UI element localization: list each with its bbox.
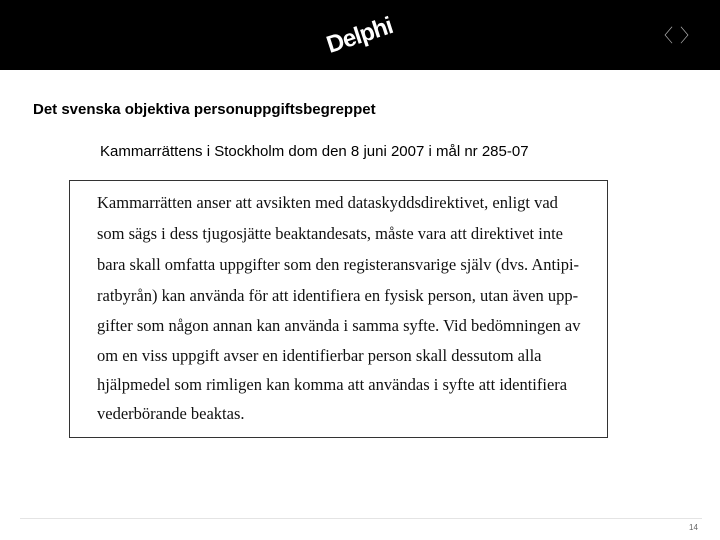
- quote-line: gifter som någon annan kan använda i samma syfte. Vid bedömningen av: [97, 316, 581, 335]
- quote-box: [69, 180, 608, 438]
- quote-line: ratbyrån) kan använda för att identifiera en fysisk person, utan även upp-: [97, 286, 579, 305]
- slide-subtitle: Kammarrättens i Stockholm dom den 8 juni 2007 i mål nr 285-07: [100, 143, 529, 160]
- quote-line: Kammarrätten anser att avsikten med dataskyddsdirektivet, enligt vad: [97, 193, 558, 212]
- quote-line: om en viss uppgift avser en identifierbar person skall dessutom alla: [97, 346, 542, 365]
- page-number: 14: [689, 523, 698, 532]
- quote-line: hjälpmedel som rimligen kan komma att användas i syfte att identifiera: [97, 375, 568, 394]
- delphi-logo: Delphi: [323, 12, 396, 59]
- quote-line: vederbörande beaktas.: [97, 404, 245, 423]
- quote-line: bara skall omfatta uppgifter som den registeransvarige själv (dvs. Antipi-: [97, 255, 580, 274]
- quote-line: som sägs i dess tjugosjätte beaktandesats, måste vara att direktivet inte: [97, 224, 564, 243]
- header-bar: [0, 0, 720, 70]
- next-slide-button[interactable]: 〉: [680, 26, 698, 46]
- slide-title: Det svenska objektiva personuppgiftsbegreppet: [33, 101, 376, 118]
- prev-slide-button[interactable]: 〈: [655, 26, 673, 46]
- footer-divider: [20, 518, 702, 519]
